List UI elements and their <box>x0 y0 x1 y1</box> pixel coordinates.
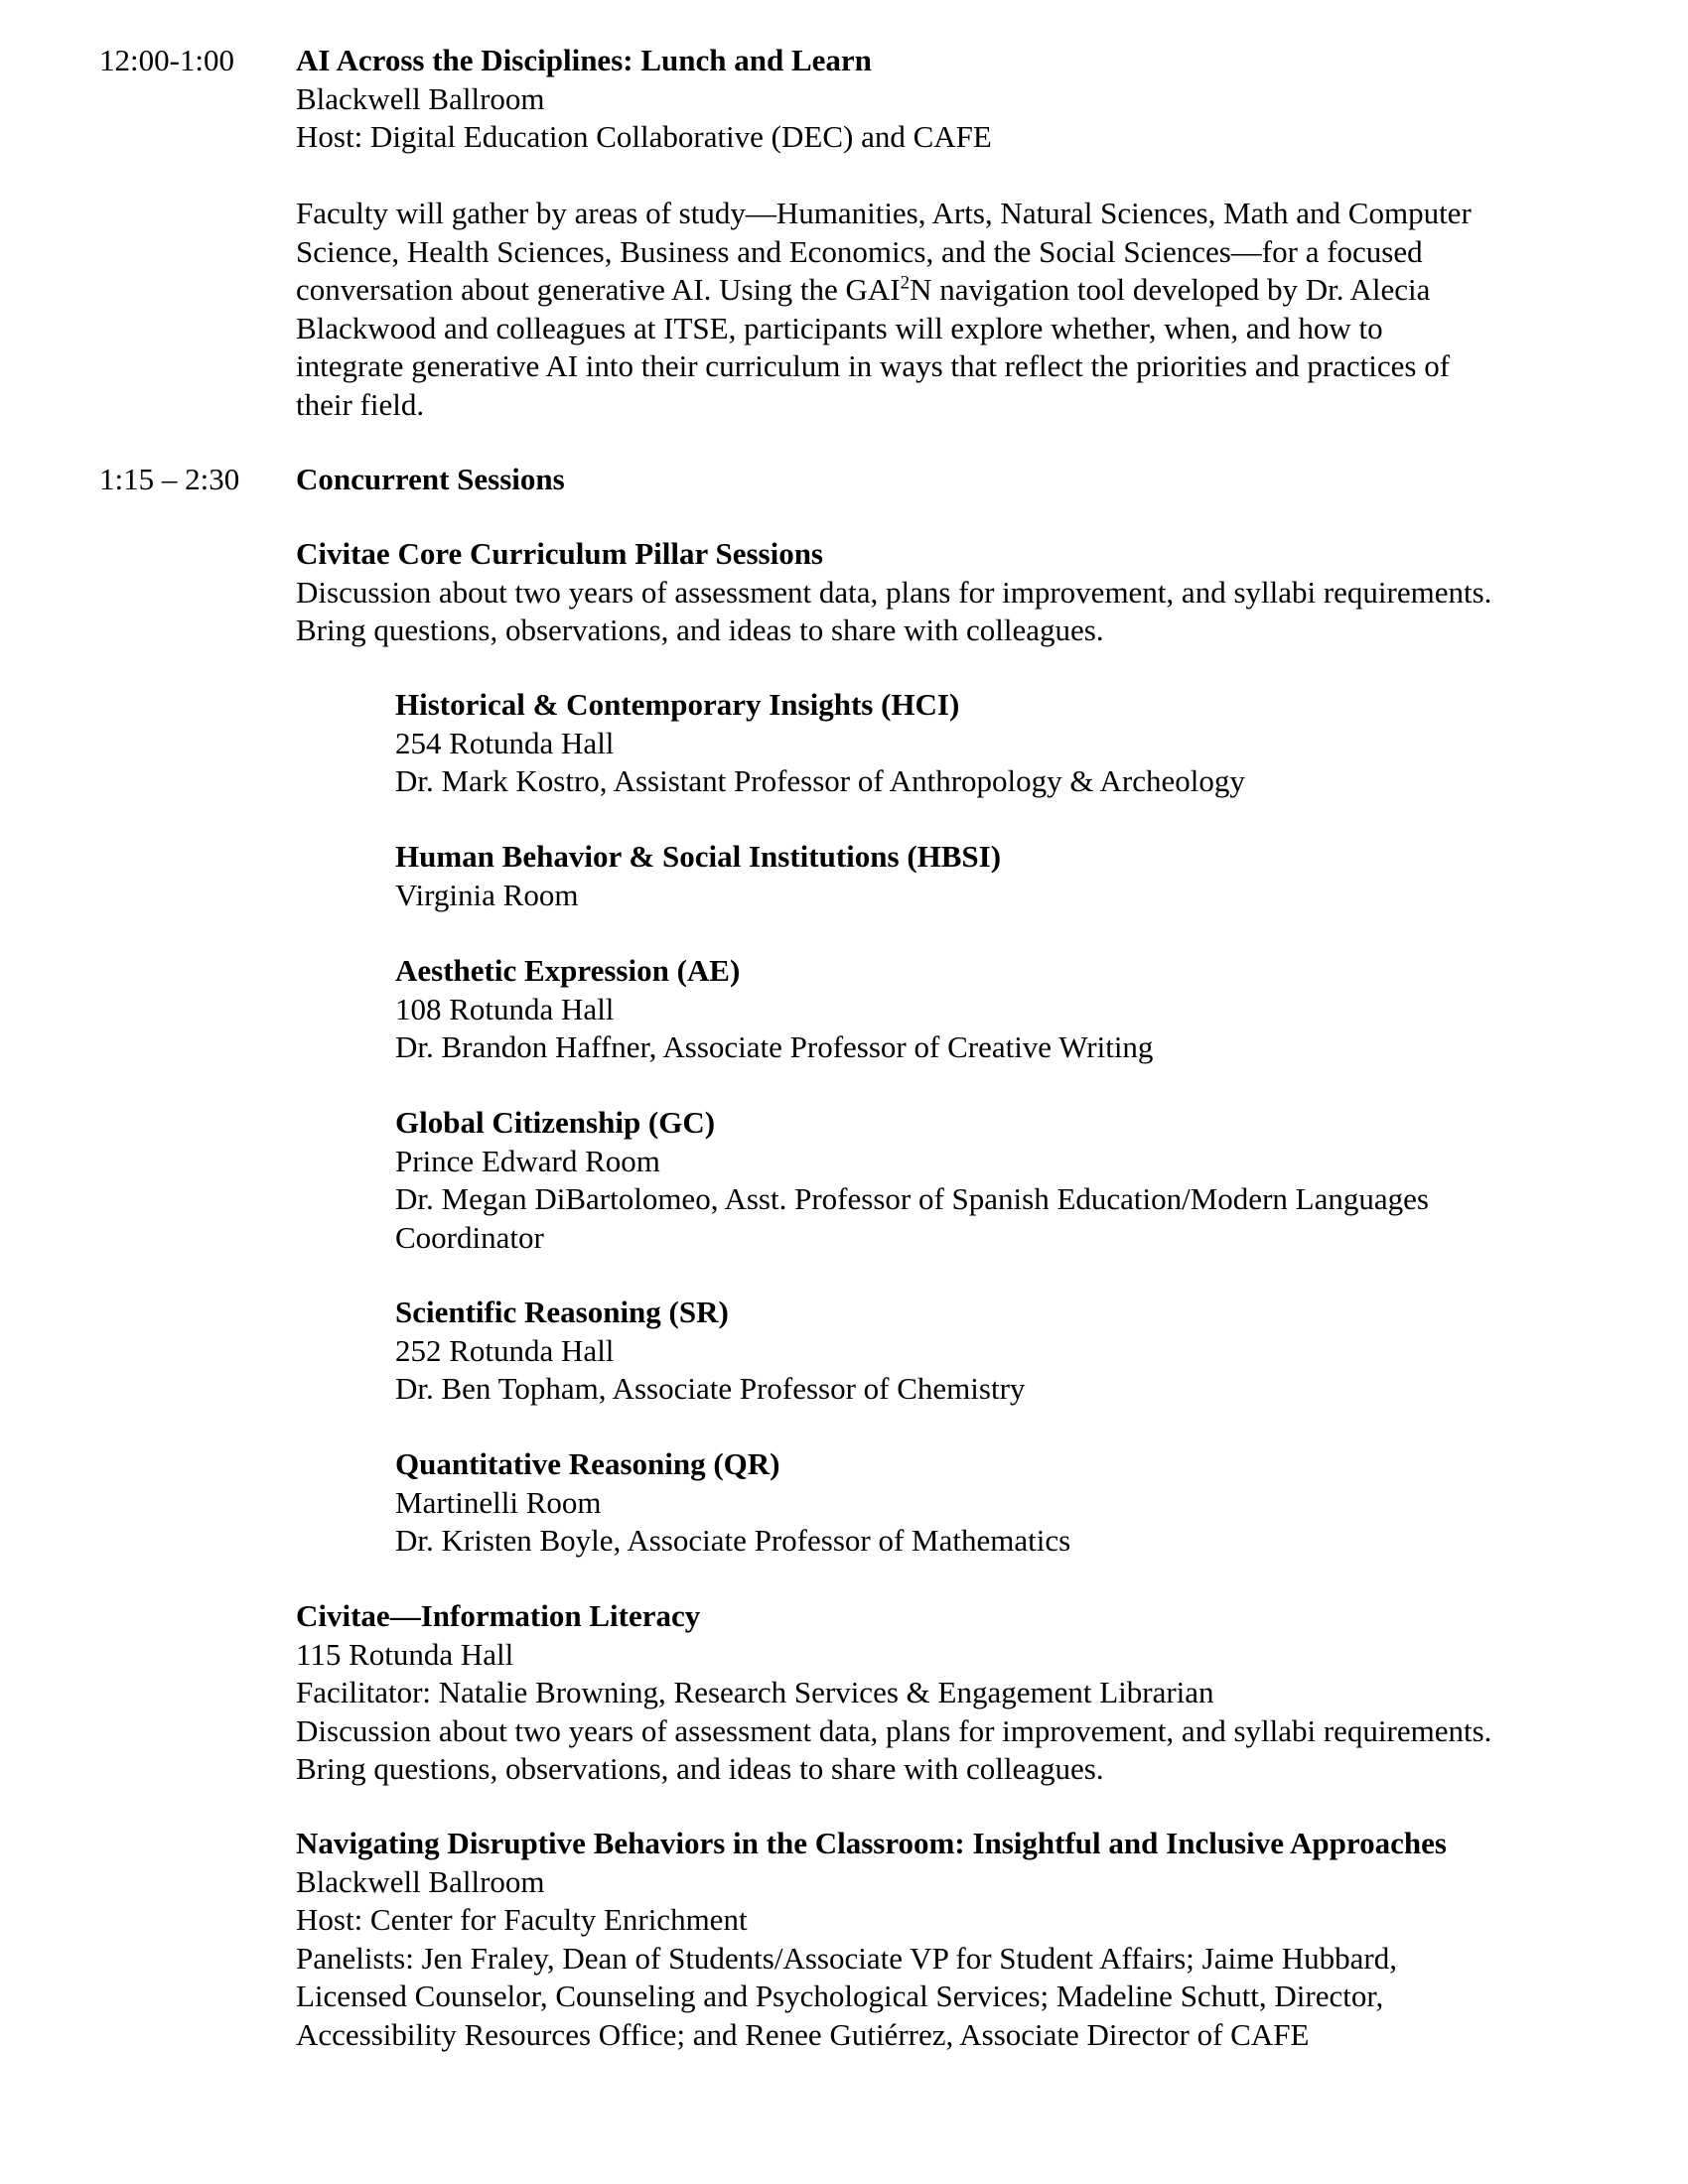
disruptive-behaviors-title: Navigating Disruptive Behaviors in the Classroom: Insightful and Inclusive Approaches <box>296 1826 1447 1860</box>
session-time: 12:00-1:00 <box>99 43 235 77</box>
pillar-item-gc: Global Citizenship (GC) Prince Edward Room Dr. Megan DiBartolomeo, Asst. Professor of Spanish Education/Modern Languages Coordinator <box>395 1105 1429 1255</box>
info-literacy-title: Civitae—Information Literacy <box>296 1598 701 1633</box>
session-location: Blackwell Ballroom <box>296 80 545 116</box>
pillar-item-hbsi: Human Behavior & Social Institutions (HBSI) Virginia Room <box>395 839 1002 912</box>
pillar-item-qr: Quantitative Reasoning (QR) Martinelli Room Dr. Kristen Boyle, Associate Professor of Mathematics <box>395 1446 1071 1558</box>
session-title: Concurrent Sessions <box>296 462 565 496</box>
pillar-item-sr: Scientific Reasoning (SR) 252 Rotunda Hall Dr. Ben Topham, Associate Professor of Chemistry <box>395 1295 1026 1406</box>
pillar-sessions-intro: Civitae Core Curriculum Pillar Sessions Discussion about two years of assessment data, plans for improvement, and syllabi requirements. Bring questions, observations, and ideas to share with colleagues. <box>296 535 1617 650</box>
pillar-item-ae: Aesthetic Expression (AE) 108 Rotunda Hall Dr. Brandon Haffner, Associate Professor of Creative Writing <box>395 953 1154 1064</box>
session-description: Faculty will gather by areas of study—Humanities, Arts, Natural Sciences, Math and Computer Science, Health Sciences, Business and Economics, and the Social Sciences—for a focused conversation about generative AI. Using the GAI$^2$N navigation tool developed by Dr. Alecia Blackwood and colleagues at ITSE, participants will explore whether, when, and how to integrate generative AI into their curriculum in ways that reflect the priorities and practices of their field. <box>296 196 1472 422</box>
session-host: Host: Digital Education Collaborative (DEC) and CAFE <box>296 119 992 154</box>
info-literacy-session: Civitae—Information Literacy 115 Rotunda Hall Facilitator: Natalie Browning, Research Services & Engagement Librarian Discussion about two years of assessment data, plans for improvement, and syllabi requirements. Bring questions, observations, and ideas to share with colleagues. <box>296 1597 1617 1789</box>
pillar-sessions-title: Civitae Core Curriculum Pillar Sessions <box>296 536 823 571</box>
pillar-item-hci: Historical & Contemporary Insights (HCI) 254 Rotunda Hall Dr. Mark Kostro, Assistant Professor of Anthropology & Archeology <box>395 687 1245 798</box>
session-time: 1:15 – 2:30 <box>99 462 240 496</box>
disruptive-behaviors-session: Navigating Disruptive Behaviors in the Classroom: Insightful and Inclusive Approaches Blackwell Ballroom Host: Center for Faculty Enrichment Panelists: Jen Fraley, Dean of Students/Associate VP for Student Affairs; Jaime Hubbard, Licensed Counselor, Counseling and Psychological Services; Madeline Schutt, Director, Accessibility Resources Office; and Renee Gutiérrez, Associate Director of CAFE <box>296 1825 1617 2054</box>
session-title: AI Across the Disciplines: Lunch and Learn <box>296 43 872 77</box>
